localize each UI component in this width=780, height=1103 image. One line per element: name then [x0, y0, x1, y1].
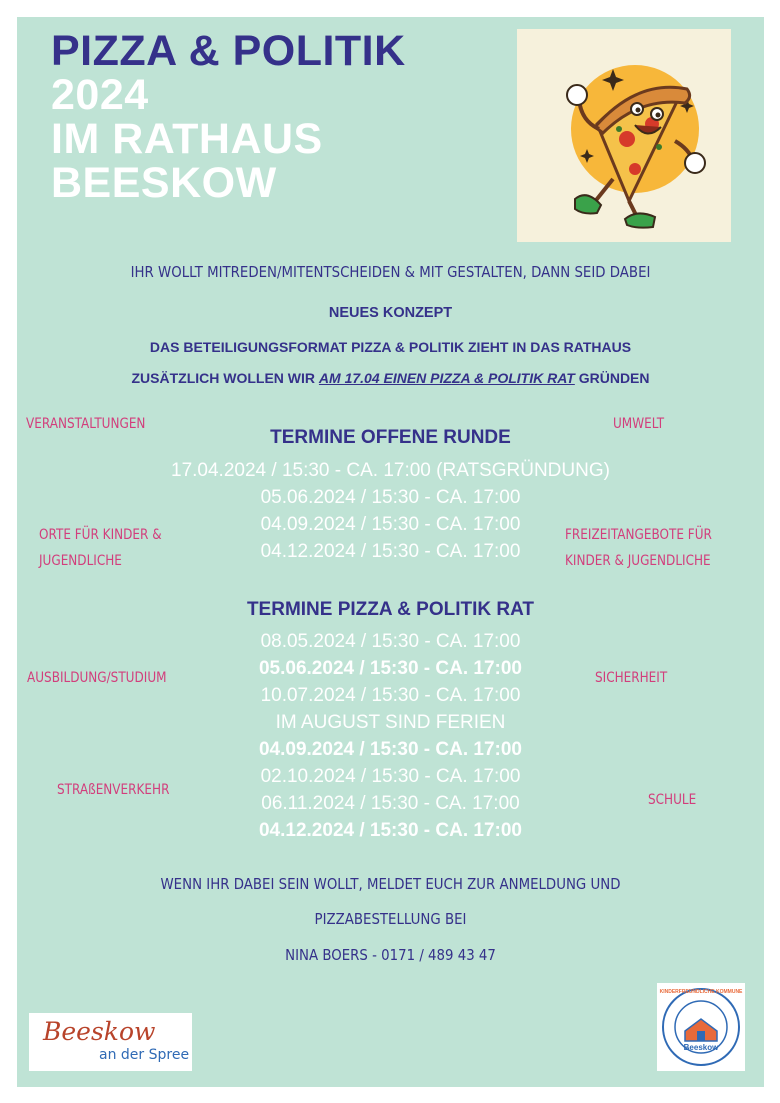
offene-runde-heading: TERMINE OFFENE RUNDE [270, 427, 511, 448]
offene-runde-date: 05.06.2024 / 15:30 - CA. 17:00 [260, 487, 521, 508]
intro-text: IHR WOLLT MITREDEN/MITENTSCHEIDEN & MIT GESTALTEN, DANN SEID DABEI [130, 263, 651, 281]
title-line-3: IM RATHAUS [51, 115, 323, 163]
topic-veranstaltungen: VERANSTALTUNGEN [26, 416, 146, 432]
kinderfreundliche-kommune-seal [657, 983, 745, 1071]
rat-date: 04.12.2024 / 15:30 - CA. 17:00 [258, 820, 522, 841]
beeskow-logo-tagline: an der Spree [99, 1047, 190, 1063]
topic-schule: SCHULE [648, 792, 697, 808]
topic-strassenverkehr: STRAßENVERKEHR [57, 782, 170, 798]
topic-orte-line-1: ORTE FÜR KINDER & [39, 527, 162, 543]
seal-name: Beeskow [683, 1043, 719, 1052]
offene-runde-date: 04.09.2024 / 15:30 - CA. 17:00 [260, 514, 521, 535]
extra-underlined: AM 17.04 EINEN PIZZA & POLITIK RAT [318, 370, 575, 386]
poster [17, 17, 764, 1087]
topic-freizeit-line-2: KINDER & JUGENDLICHE [565, 553, 711, 569]
topic-freizeit-line-1: FREIZEITANGEBOTE FÜR [565, 527, 712, 543]
offene-runde-date: 17.04.2024 / 15:30 - CA. 17:00 (RATSGRÜNDUNG) [171, 460, 610, 481]
concept-heading: NEUES KONZEPT [328, 305, 453, 321]
rat-note: IM AUGUST SIND FERIEN [275, 712, 506, 733]
title-line-1: PIZZA & POLITIK [51, 27, 406, 75]
title-line-4: BEESKOW [51, 159, 277, 207]
topic-sicherheit: SICHERHEIT [595, 670, 668, 686]
offene-runde-date: 04.12.2024 / 15:30 - CA. 17:00 [260, 541, 521, 562]
footer-line-3: NINA BOERS - 0171 / 489 43 47 [285, 946, 496, 964]
topic-ausbildung: AUSBILDUNG/STUDIUM [27, 670, 167, 686]
rat-date: 10.07.2024 / 15:30 - CA. 17:00 [260, 685, 521, 706]
title-block [51, 29, 406, 205]
rat-heading: TERMINE PIZZA & POLITIK RAT [246, 599, 535, 620]
footer-line-2: PIZZABESTELLUNG BEI [314, 910, 467, 928]
format-text: DAS BETEILIGUNGSFORMAT PIZZA & POLITIK ZIEHT IN DAS RATHAUS [149, 339, 632, 355]
rat-date: 08.05.2024 / 15:30 - CA. 17:00 [260, 631, 521, 652]
beeskow-logo [29, 1013, 192, 1071]
seal-ring-text: KINDERFREUNDLICHE KOMMUNE [659, 989, 743, 995]
rat-date: 02.10.2024 / 15:30 - CA. 17:00 [260, 766, 521, 787]
rat-date: 04.09.2024 / 15:30 - CA. 17:00 [258, 739, 522, 760]
title-line-2: 2024 [51, 71, 149, 119]
footer-line-1: WENN IHR DABEI SEIN WOLLT, MELDET EUCH ZUR ANMELDUNG UND [160, 875, 621, 893]
extra-text [17, 370, 764, 386]
topic-umwelt: UMWELT [613, 416, 665, 432]
rat-date: 06.11.2024 / 15:30 - CA. 17:00 [261, 793, 520, 814]
rat-date: 05.06.2024 / 15:30 - CA. 17:00 [258, 658, 522, 679]
pizza-slice-mascot-icon [517, 29, 731, 242]
topic-orte-line-2: JUGENDLICHE [39, 553, 122, 569]
extra-after: GRÜNDEN [574, 370, 650, 386]
beeskow-logo-wordmark: Beeskow [43, 1017, 156, 1046]
extra-before: ZUSÄTZLICH WOLLEN WIR [131, 370, 319, 386]
